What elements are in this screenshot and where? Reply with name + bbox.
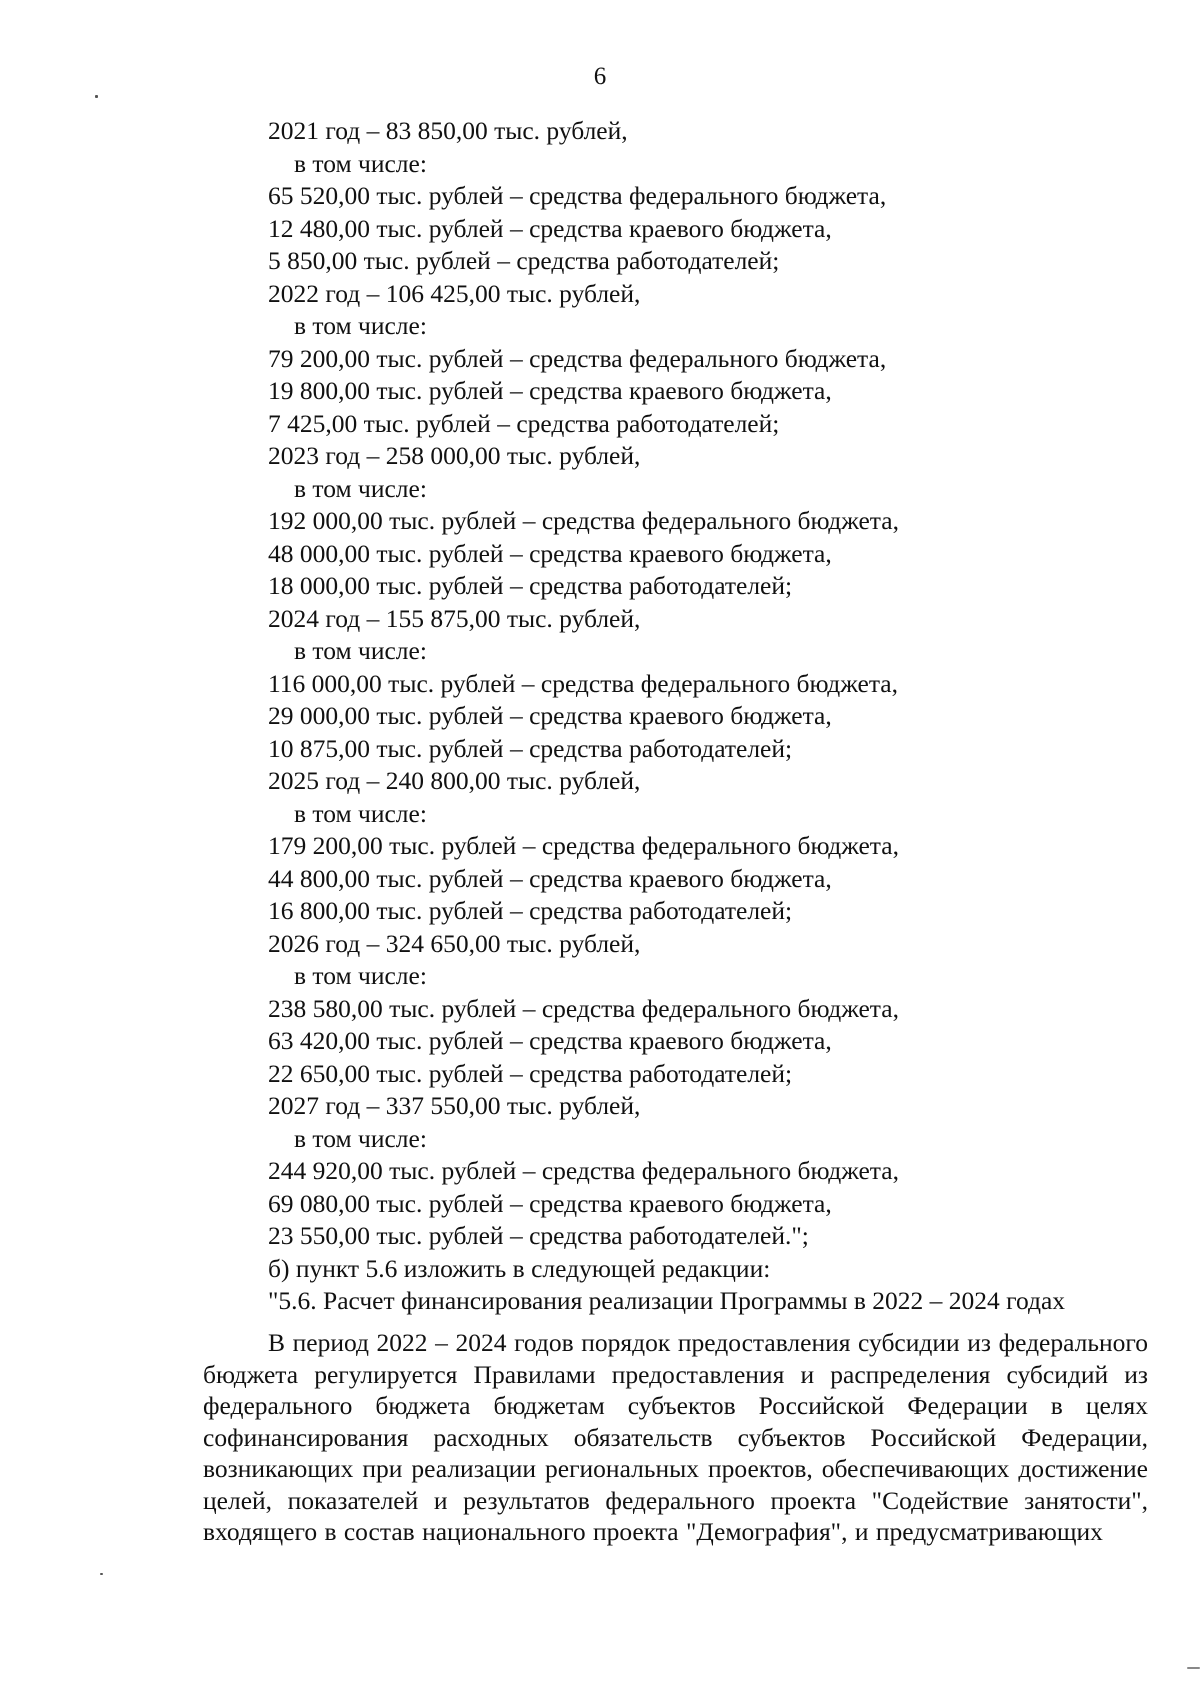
- text-line: 2027 год – 337 550,00 тыс. рублей,: [268, 1091, 641, 1120]
- text-line: 116 000,00 тыс. рублей – средства федерального бюджета,: [268, 668, 899, 698]
- text-line: 18 000,00 тыс. рублей – средства работодателей;: [268, 571, 793, 600]
- text-line: 2021 год – 83 850,00 тыс. рублей,: [268, 116, 628, 145]
- text-line: 79 200,00 тыс. рублей – средства федерального бюджета,: [268, 343, 887, 373]
- scan-speck: [100, 1573, 103, 1575]
- text-line: 10 875,00 тыс. рублей – средства работодателей;: [268, 733, 793, 763]
- text-line: 63 420,00 тыс. рублей – средства краевого бюджета,: [268, 1026, 832, 1055]
- text-line: 2026 год – 324 650,00 тыс. рублей,: [268, 928, 641, 958]
- text-line: 12 480,00 тыс. рублей – средства краевого бюджета,: [268, 213, 832, 243]
- subtotal-label: в том числе:: [294, 961, 427, 990]
- text-line: 2024 год – 155 875,00 тыс. рублей,: [268, 603, 641, 633]
- text-line: 179 200,00 тыс. рублей – средства федерального бюджета,: [268, 831, 899, 860]
- text-line: 29 000,00 тыс. рублей – средства краевого бюджета,: [268, 701, 832, 730]
- text-line: 16 800,00 тыс. рублей – средства работодателей;: [268, 896, 793, 925]
- text-line: 48 000,00 тыс. рублей – средства краевого бюджета,: [268, 538, 832, 568]
- scan-edge-mark: [1187, 1667, 1200, 1669]
- text-line: 7 425,00 тыс. рублей – средства работодателей;: [268, 408, 780, 438]
- subtotal-label: в том числе:: [294, 148, 427, 178]
- text-line: 238 580,00 тыс. рублей – средства федерального бюджета,: [268, 993, 899, 1023]
- text-line: б) пункт 5.6 изложить в следующей редакции:: [268, 1253, 771, 1283]
- paragraph-5-6-text: В период 2022 – 2024 годов порядок предоставления субсидии из федерального бюджета регулируется Правилами предоставления и распределения субсидий из федерального бюджета бюджетам субъектов Российской Федерации в целях софинансирования расходных обязательств субъектов Российской Федерации, возникающих при реализации региональных проектов, обеспечивающих достижение целей, показателей и результатов федерального проекта "Содействие занятости", входящего в состав национального проекта "Демография", и предусматривающих: [203, 1328, 1148, 1546]
- text-line: 65 520,00 тыс. рублей – средства федерального бюджета,: [268, 181, 887, 210]
- text-line: 44 800,00 тыс. рублей – средства краевого бюджета,: [268, 863, 832, 893]
- text-line: 23 550,00 тыс. рублей – средства работодателей.";: [268, 1221, 809, 1250]
- text-line: 2022 год – 106 425,00 тыс. рублей,: [268, 278, 641, 308]
- funding-list: [268, 115, 1148, 1318]
- subtotal-label: в том числе:: [294, 798, 427, 828]
- text-line: 22 650,00 тыс. рублей – средства работодателей;: [268, 1058, 793, 1088]
- text-line: 2025 год – 240 800,00 тыс. рублей,: [268, 766, 641, 795]
- subtotal-label: в том числе:: [294, 473, 427, 503]
- text-line: 19 800,00 тыс. рублей – средства краевого бюджета,: [268, 376, 832, 405]
- text-line: "5.6. Расчет финансирования реализации Программы в 2022 – 2024 годах: [268, 1286, 1066, 1315]
- subtotal-label: в том числе:: [294, 1123, 427, 1153]
- subtotal-label: в том числе:: [294, 311, 427, 340]
- scan-speck: [95, 95, 98, 98]
- text-line: 192 000,00 тыс. рублей – средства федерального бюджета,: [268, 506, 899, 535]
- page-number: 6: [593, 63, 607, 90]
- subtotal-label: в том числе:: [294, 636, 427, 665]
- text-line: 2023 год – 258 000,00 тыс. рублей,: [268, 441, 641, 470]
- text-line: 5 850,00 тыс. рублей – средства работодателей;: [268, 246, 780, 275]
- text-line: 69 080,00 тыс. рублей – средства краевого бюджета,: [268, 1188, 832, 1218]
- text-line: 244 920,00 тыс. рублей – средства федерального бюджета,: [268, 1156, 899, 1185]
